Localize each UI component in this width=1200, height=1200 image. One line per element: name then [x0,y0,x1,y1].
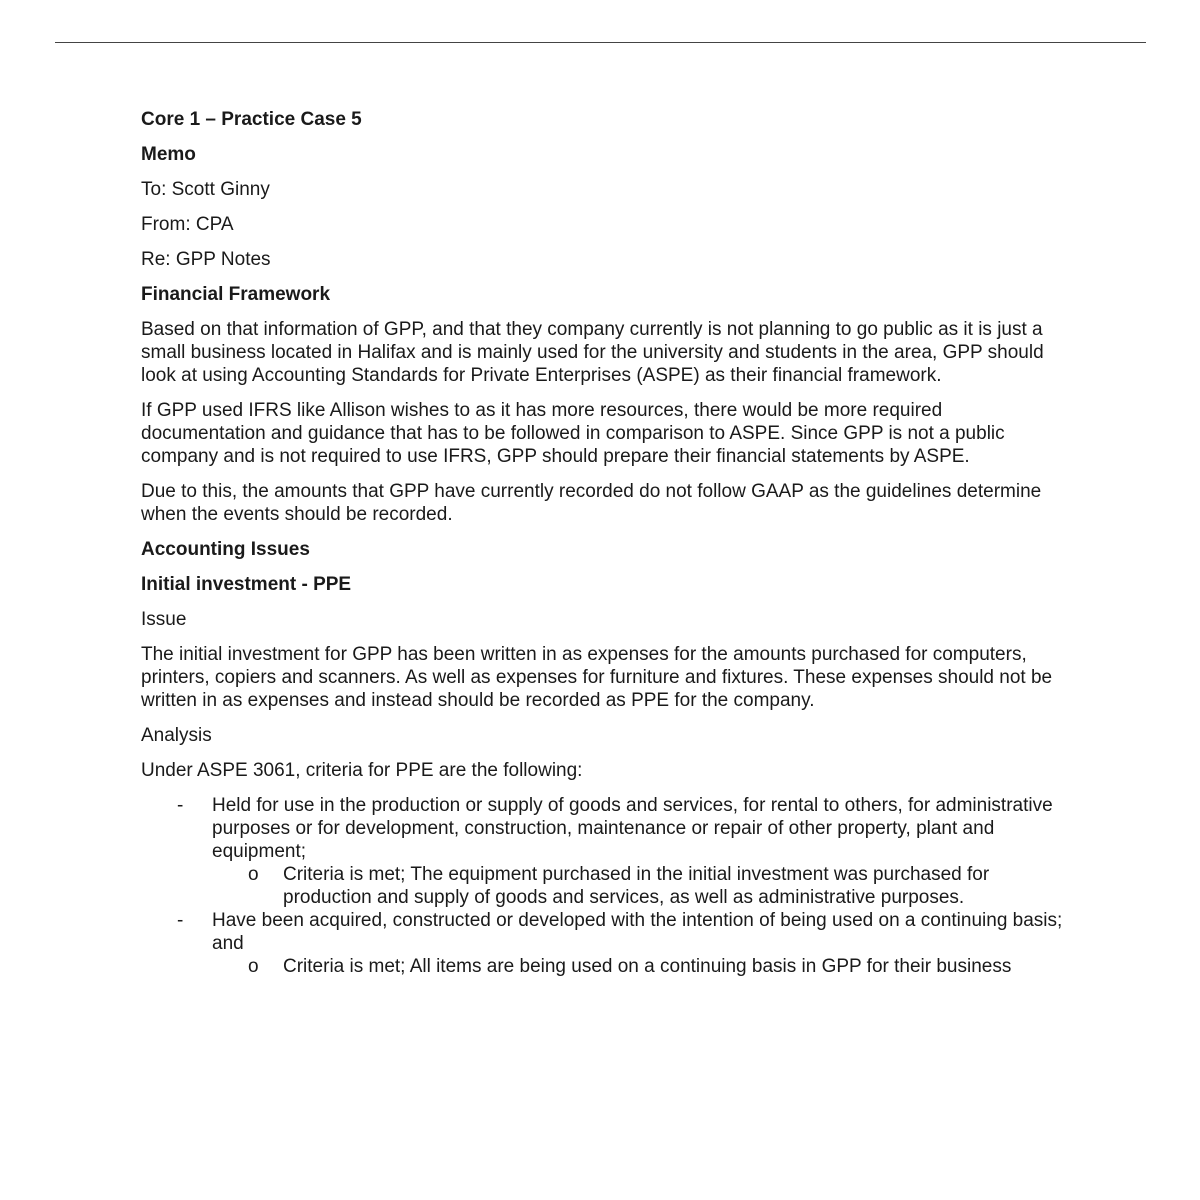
criteria-sub-text: Criteria is met; The equipment purchased in the initial investment was purchased for production and supply of goods and services, as well as administrative purposes. [283,864,990,908]
analysis-label: Analysis [141,725,212,746]
bullet-marker: - [177,910,184,931]
memo-document [141,108,1071,978]
criteria-sublist [212,955,1071,978]
memo-to: To: Scott Ginny [141,179,270,200]
financial-framework-paragraph-2: If GPP used IFRS like Allison wishes to as it has more resources, there would be more required documentation and guidance that has to be followed in comparison to ASPE. Since GPP is not a public company and is not required to use IFRS, GPP should prepare their financial statements by ASPE. [141,400,1005,467]
criteria-sublist [212,863,1071,909]
initial-investment-heading: Initial investment - PPE [141,574,352,595]
criteria-text: Have been acquired, constructed or developed with the intention of being used on a continuing basis; and [212,910,1063,954]
bullet-marker: - [177,795,184,816]
sub-bullet-marker: o [248,956,259,977]
header-divider [55,42,1146,43]
analysis-intro: Under ASPE 3061, criteria for PPE are the following: [141,760,583,781]
criteria-sub-item [212,955,1071,978]
issue-paragraph: The initial investment for GPP has been written in as expenses for the amounts purchased for computers, printers, copiers and scanners. As well as expenses for furniture and fixtures. These expenses should not be written in as expenses and instead should be recorded as PPE for the company. [141,644,1053,711]
financial-framework-heading: Financial Framework [141,284,331,305]
criteria-item [141,794,1071,909]
memo-from: From: CPA [141,214,234,235]
issue-label: Issue [141,609,187,630]
criteria-item [141,909,1071,978]
criteria-sub-text: Criteria is met; All items are being used on a continuing basis in GPP for their business [283,956,1012,977]
accounting-issues-heading: Accounting Issues [141,539,310,560]
sub-bullet-marker: o [248,864,259,885]
criteria-text: Held for use in the production or supply of goods and services, for rental to others, for administrative purposes or for development, construction, maintenance or repair of other property, plant and equipment; [212,795,1053,862]
document-title: Core 1 – Practice Case 5 [141,109,362,130]
financial-framework-paragraph-3: Due to this, the amounts that GPP have currently recorded do not follow GAAP as the guidelines determine when the events should be recorded. [141,481,1042,525]
memo-heading: Memo [141,144,196,165]
financial-framework-paragraph-1: Based on that information of GPP, and that they company currently is not planning to go public as it is just a small business located in Halifax and is mainly used for the university and students in the area, GPP should look at using Accounting Standards for Private Enterprises (ASPE) as their financial framework. [141,319,1044,386]
criteria-sub-item [212,863,1071,909]
ppe-criteria-list [141,794,1071,978]
memo-re: Re: GPP Notes [141,249,271,270]
